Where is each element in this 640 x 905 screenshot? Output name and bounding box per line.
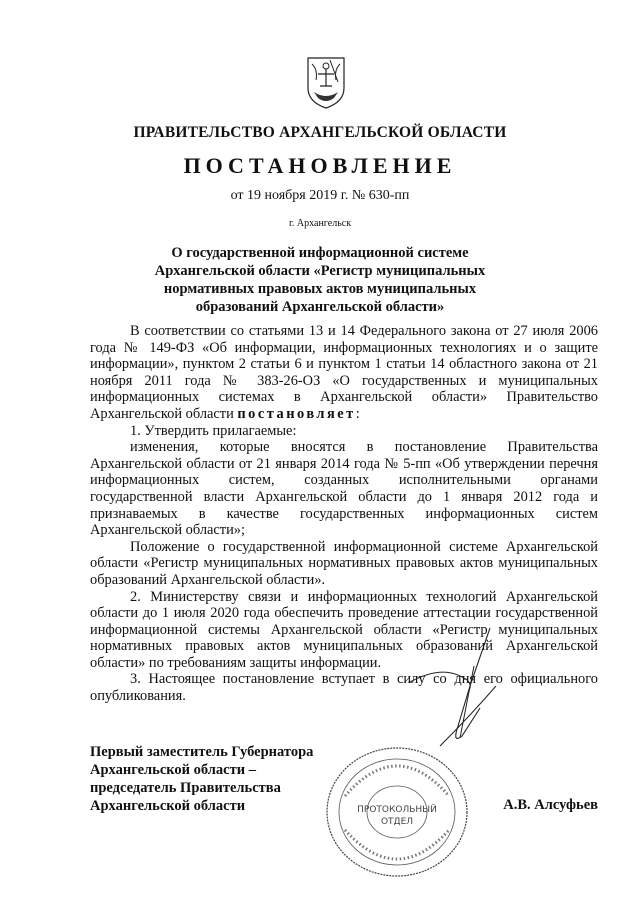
government-name: ПРАВИТЕЛЬСТВО АРХАНГЕЛЬСКОЙ ОБЛАСТИ (133, 124, 507, 141)
document-date-number: от 19 ноября 2019 г. № 630-пп (230, 188, 410, 203)
document-type: ПОСТАНОВЛЕНИЕ (183, 153, 457, 178)
signatory-name: А.В. Алсуфьев (503, 797, 598, 813)
item-2: 2. Министерству связи и информационных технологий Архангельской области до 1 июля 2020 года обеспечить проведение аттестации государственной информационной системы Архангельской области «Регистр муниципальных нормативных правовых актов муниципальных образований Архангельской области» по требованиям защиты информации. (90, 588, 598, 671)
position-line: Архангельской области (90, 798, 246, 814)
title-line: Архангельской области «Регистр муниципальных (154, 263, 486, 279)
title-line: образований Архангельской области» (195, 299, 445, 315)
handwritten-signature (400, 626, 500, 766)
item-1: 1. Утвердить прилагаемые: (130, 422, 297, 439)
document-body (90, 323, 598, 705)
intro-paragraph (90, 323, 598, 423)
decree-colon: : (355, 405, 360, 422)
item-3: 3. Настоящее постановление вступает в силу со дня его официального опубликования. (90, 671, 598, 705)
item-1a: изменения, которые вносятся в постановление Правительства Архангельской области от 21 января 2014 года № 5-пп «Об утверждении перечня информационных систем, созданных исполнительными органами государственной власти Архангельской области до 1 января 2012 года и признаваемых в качестве государственных информационных систем Архангельской области»; (90, 439, 598, 539)
document-title (0, 244, 640, 316)
stamp-text: ОТДЕЛ (380, 817, 414, 827)
position-line: Первый заместитель Губернатора (90, 744, 314, 760)
intro-text: В соответствии со статьями 13 и 14 Федерального закона от 27 июля 2006 года № 149-ФЗ «Об информации, информационных технологиях и о защите информации», пунктом 2 статьи 6 и пунктом 1 статьи 14 областного закона от 21 ноября 2011 года № 383-26-ОЗ «О государственных и муниципальных информационных системах в Архангельской области» Правительство Архангельской области (90, 323, 598, 422)
signatory-position (90, 743, 313, 815)
document-city: г. Архангельск (288, 218, 352, 229)
title-line: О государственной информационной системе (171, 245, 469, 261)
title-line: нормативных правовых актов муниципальных (163, 281, 477, 297)
coat-of-arms-emblem (304, 52, 348, 110)
position-line: председатель Правительства (90, 780, 281, 796)
position-line: Архангельской области – (90, 762, 256, 778)
stamp-text: ПРОТОКОЛЬНЫЙ (357, 805, 437, 815)
item-1b: Положение о государственной информационной системе Архангельской области «Регистр муниципальных нормативных правовых актов муниципальных образований Архангельской области». (90, 538, 598, 588)
decree-word: постановляет (237, 405, 356, 422)
